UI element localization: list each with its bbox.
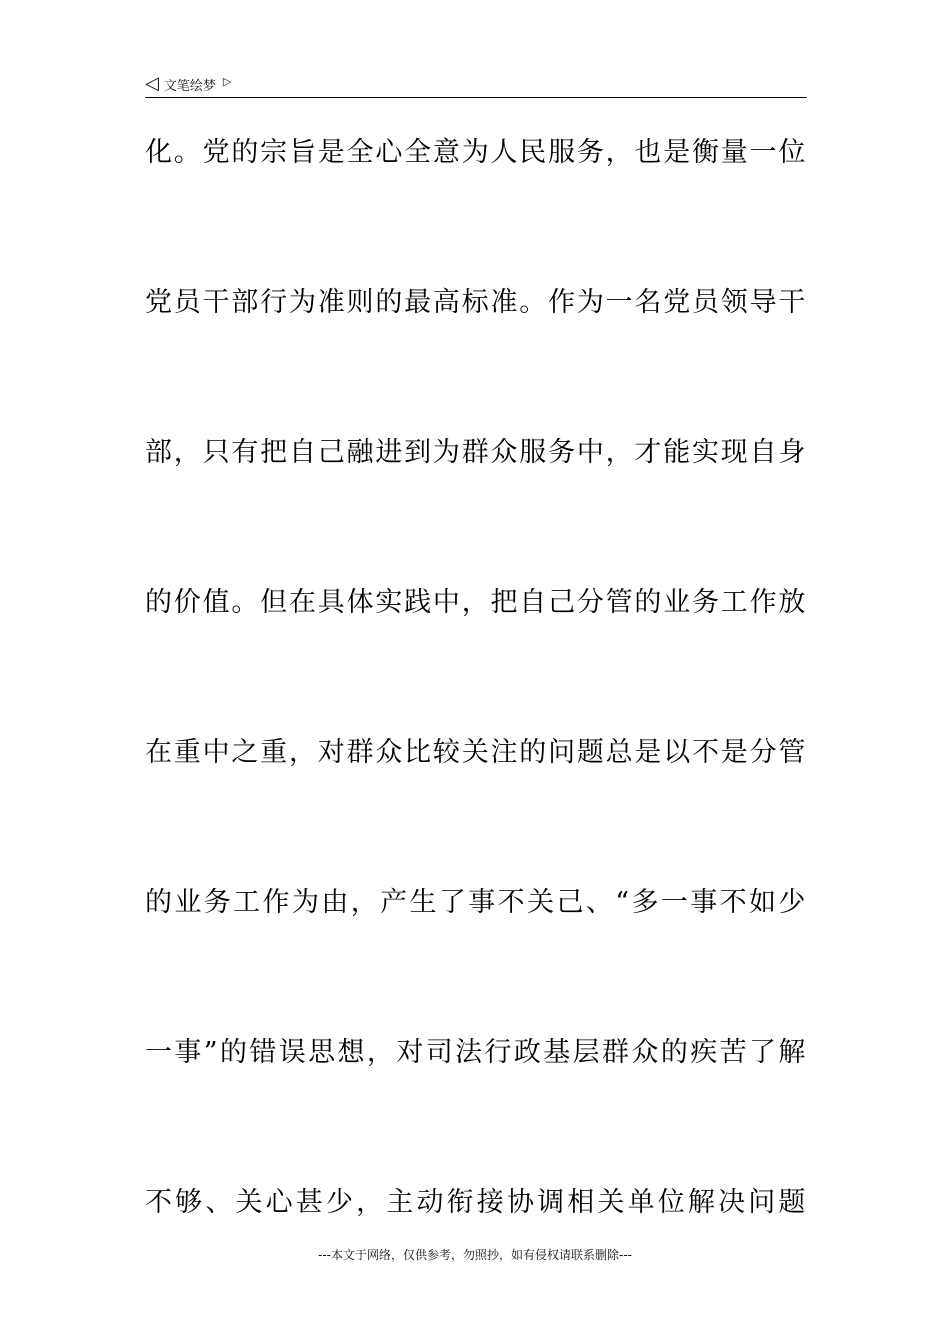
header-title: 文笔绘梦 [163,78,216,94]
body-line: 的价值。但在具体实践中，把自己分管的业务工作放 [145,587,807,618]
body-line: 在重中之重，对群众比较关注的问题总是以不是分管 [145,737,807,768]
triangle-right-icon: ▷ [222,74,232,88]
triangle-left-icon: ◁ [145,73,159,94]
body-line: 部，只有把自己融进到为群众服务中，才能实现自身 [145,437,807,468]
body-line: 化。党的宗旨是全心全意为人民服务，也是衡量一位 [145,137,807,168]
body-line: 不够、关心甚少，主动衔接协调相关单位解决问题 [145,1187,807,1218]
body-line: 的业务工作为由，产生了事不关己、“多一事不如少 [145,887,807,918]
document-body [145,130,807,1330]
body-line: 一事”的错误思想，对司法行政基层群众的疾苦了解 [145,1037,807,1068]
body-line: 党员干部行为准则的最高标准。作为一名党员领导干 [145,287,807,318]
page-header [145,73,231,95]
header-divider [145,97,807,98]
footer-notice: ---本文于网络，仅供参考，勿照抄，如有侵权请联系删除--- [318,1248,632,1262]
